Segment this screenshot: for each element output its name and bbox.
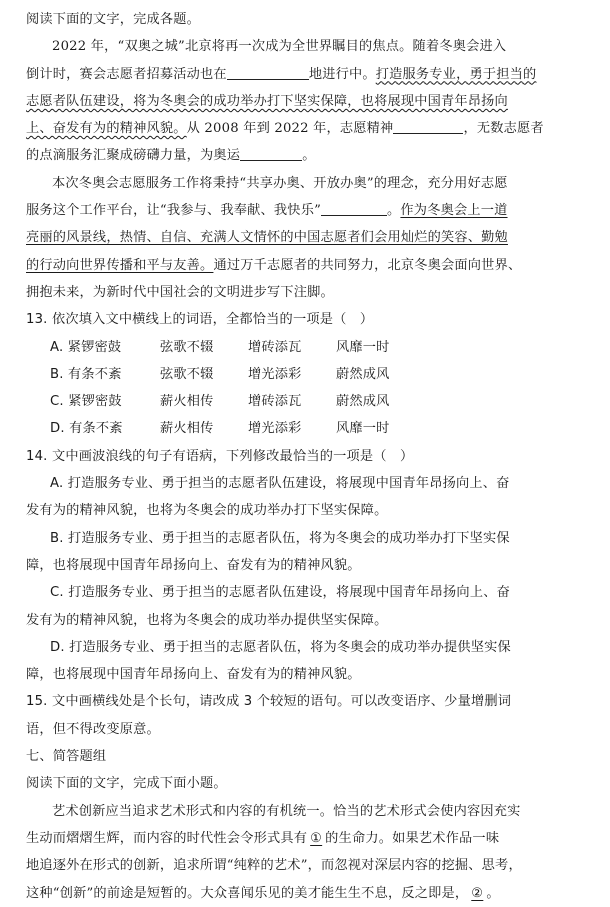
option-b[interactable] [26,525,596,580]
passage-line [26,880,596,907]
option-c[interactable] [26,388,596,415]
passage-line [26,142,596,169]
passage-text: 生动而熠熠生辉，而内容的时代性会令形式具有 [26,830,308,846]
question-stem: 语，但不得改变原意。 [26,721,160,737]
option-word: 蔚然成风 [336,366,390,382]
option-text: 障，也将展现中国青年昂扬向上、奋发有为的精神风貌。 [26,667,361,683]
passage-line [26,252,596,279]
passage-text: 通过万千志愿者的共同努力，北京冬奥会面向世界、 [213,257,522,273]
option-text: 发有为的精神风貌，也将为冬奥会的成功举办提供坚实保障。 [26,612,388,628]
passage-text: ，无数志愿者 [463,121,544,137]
option-word: B. 有条不紊 [50,366,122,382]
passage-text: 地进行中。 [308,66,376,82]
reading-instruction: 阅读下面的文字，完成各题。 [26,12,201,27]
blank-marker-2[interactable]: ② [471,885,484,901]
passage-text: 从 2008 年到 2022 年，志愿精神 [186,121,394,137]
option-word: 弦歌不辍 [160,339,214,355]
fill-blank-1[interactable] [227,65,309,80]
passage-text: 的点滴服务汇聚成磅礴力量，为奥运 [26,148,241,164]
question-15 [26,688,596,743]
passage-line [26,825,596,852]
passage-text: 2022 年，“双奥之城”北京将再一次成为全世界瞩目的焦点。随着冬奥会进入 [52,39,507,55]
option-text: 发有为的精神风貌，也将为冬奥会的成功举办打下坚实保障。 [26,503,388,519]
passage-text: 。 [486,885,500,901]
fill-blank-2[interactable] [393,119,463,134]
passage-line [26,279,596,306]
passage-olympics [26,33,596,306]
wavy-underlined-sentence: 打造服务专业，勇于担当的 [375,66,537,82]
passage-text: 的生命力。如果艺术作品一味 [325,830,500,846]
option-text: 障，也将展现中国青年昂扬向上、奋发有为的精神风貌。 [26,557,361,573]
option-word: 增光添彩 [248,421,302,437]
passage-art [26,798,596,907]
option-b[interactable] [26,361,596,388]
option-a[interactable] [26,470,596,525]
passage-line: 地追逐外在形式的创新，追求所谓“纯粹的艺术”，而忽视对深层内容的挖掘、思考， [26,858,522,874]
passage-line [26,197,596,224]
passage-text: 拥抱未来，为新时代中国社会的文明进步写下注脚。 [26,284,334,300]
reading-instruction: 阅读下面的文字，完成下面小题。 [26,776,227,792]
passage-text: 。 [302,148,316,164]
option-word: A. 紧锣密鼓 [50,339,122,355]
option-text: D. 打造服务专业、勇于担当的志愿者队伍，将为冬奥会的成功举办提供坚实保 [50,639,511,655]
option-text: A. 打造服务专业、勇于担当的志愿者队伍建设，将展现中国青年昂扬向上、奋 [50,476,510,492]
question-stem: 13. 依次填入文中横线上的词语，全都恰当的一项是（ ） [26,312,374,328]
option-word: 风靡一时 [336,339,390,355]
passage-line [26,33,596,60]
question-stem: 15. 文中画横线处是个长句，请改成 3 个较短的语句。可以改变语序、少量增删词 [26,694,512,710]
passage-line [26,115,596,142]
section-heading: 七、简答题组 [26,749,107,765]
option-word: 风靡一时 [336,421,390,437]
option-word: 增砖添瓦 [248,394,302,410]
option-word: 增砖添瓦 [248,339,302,355]
option-word: 弦歌不辍 [160,366,214,382]
option-word: 薪火相传 [160,421,214,437]
question-14 [26,443,596,689]
underlined-long-sentence: 作为冬奥会上一道 [400,203,508,219]
wavy-underlined-sentence: 志愿者队伍建设，将为冬奥会的成功举办打下坚实保障，也将展现中国青年昂扬向 [26,93,508,109]
option-word: C. 紧锣密鼓 [50,394,122,410]
underlined-long-sentence: 的行动向世界传播和平与友善。 [26,257,214,273]
passage-text: 这种“创新”的前途是短暂的。大众喜闻乐见的美才能生生不息，反之即是， [26,885,469,901]
option-word: 增光添彩 [248,366,302,382]
option-c[interactable] [26,579,596,634]
option-d[interactable] [26,634,596,689]
passage-line [26,88,596,115]
fill-blank-3[interactable] [240,146,302,161]
option-a[interactable] [26,334,596,361]
option-word: 蔚然成风 [336,394,390,410]
passage-line: 艺术创新应当追求艺术形式和内容的有机统一。恰当的艺术形式会使内容因充实 [52,803,521,819]
option-text: C. 打造服务专业、勇于担当的志愿者队伍建设，将展现中国青年昂扬向上、奋 [50,585,510,601]
passage-text: 服务这个工作平台，让“我参与、我奉献、我快乐” [26,203,322,219]
passage-text: 。 [387,203,401,219]
wavy-underlined-sentence: 上、奋发有为的精神风貌。 [26,121,187,137]
option-text: B. 打造服务专业、勇于担当的志愿者队伍，将为冬奥会的成功举办打下坚实保 [50,530,510,546]
option-word: 薪火相传 [160,394,214,410]
passage-text: 本次冬奥会志愿服务工作将秉持“共享办奥、开放办奥”的理念，充分用好志愿 [52,175,508,191]
underlined-long-sentence: 亮丽的风景线，热情、自信、充满人文情怀的中国志愿者们会用灿烂的笑容、勤勉 [26,230,508,246]
passage-line [26,61,596,88]
passage-line [26,170,596,197]
option-word: D. 有条不紊 [50,421,123,437]
question-13 [26,306,596,442]
question-stem: 14. 文中画波浪线的句子有语病，下列修改最恰当的一项是（ ） [26,448,414,464]
passage-text: 倒计时，赛会志愿者招募活动也在 [26,66,227,82]
passage-line [26,224,596,251]
fill-blank-4[interactable] [321,201,387,216]
option-d[interactable] [26,415,596,442]
blank-marker-1[interactable]: ① [310,830,323,846]
